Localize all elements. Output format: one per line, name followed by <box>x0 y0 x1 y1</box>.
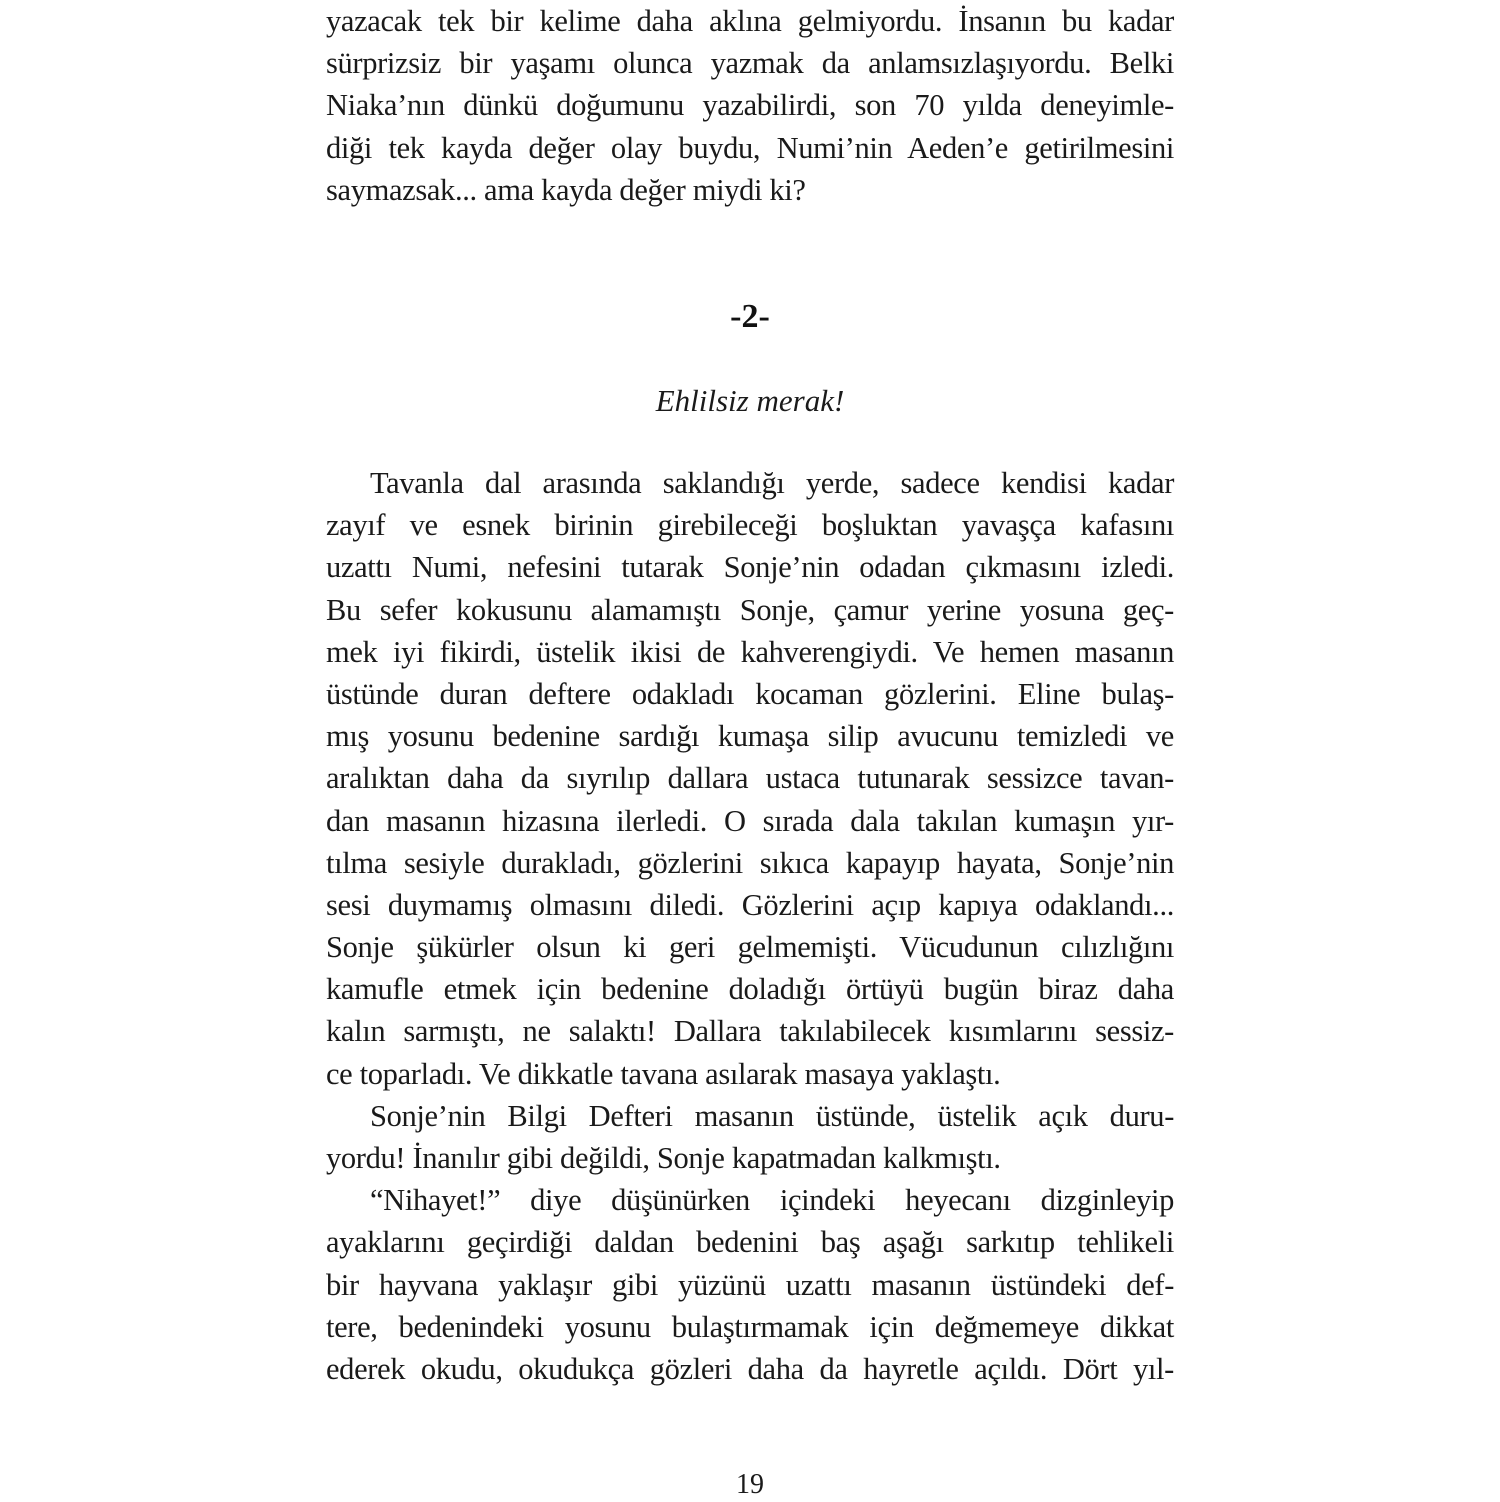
paragraph-first-line: “Nihayet!” diye düşünürken içindeki heyecanı dizginleyip <box>370 1183 1174 1218</box>
text-line: tere, bedenindeki yosunu bulaştırmamak için değmemeye dikkat <box>326 1309 1174 1344</box>
text-line: kalın sarmıştı, ne salaktı! Dallara takılabilecek kısımlarını sessiz- <box>326 1014 1174 1049</box>
text-line: yordu! İnanılır gibi değildi, Sonje kapatmadan kalkmıştı. <box>326 1141 1001 1175</box>
text-line: kamufle etmek için bedenine doladığı örtüyü bugün biraz daha <box>326 972 1174 1007</box>
text-line: mış yosunu bedenine sardığı kumaşa silip avucunu temizledi ve <box>326 719 1174 754</box>
text-line: sürprizsiz bir yaşamı olunca yazmak da anlamsızlaşıyordu. Belki <box>326 46 1174 81</box>
text-line: yazacak tek bir kelime daha aklına gelmiyordu. İnsanın bu kadar <box>326 4 1174 38</box>
text-line: mek iyi fikirdi, üstelik ikisi de kahverengiydi. Ve hemen masanın <box>326 634 1174 669</box>
text-line: dan masanın hizasına ilerledi. O sırada dala takılan kumaşın yır- <box>326 803 1174 838</box>
text-line: tılma sesiyle durakladı, gözlerini sıkıca kapayıp hayata, Sonje’nin <box>326 845 1174 880</box>
chapter-body <box>326 462 1174 1390</box>
text-line: ayaklarını geçirdiği daldan bedenini baş aşağı sarkıtıp tehlikeli <box>326 1225 1174 1260</box>
opening-paragraph <box>326 0 1174 211</box>
text-line: Sonje şükürler olsun ki geri gelmemişti. Vücudunun cılızlığını <box>326 930 1174 965</box>
text-line: diği tek kayda değer olay buydu, Numi’nin Aeden’e getirilmesini <box>326 130 1174 165</box>
text-line: ce toparladı. Ve dikkatle tavana asılarak masaya yaklaştı. <box>326 1056 1001 1091</box>
text-line: zayıf ve esnek birinin girebileceği boşluktan yavaşça kafasını <box>326 508 1174 543</box>
text-line: Bu sefer kokusunu alamamıştı Sonje, çamur yerine yosuna geç- <box>326 592 1174 627</box>
text-line: uzattı Numi, nefesini tutarak Sonje’nin odadan çıkmasını izledi. <box>326 550 1174 585</box>
paragraph-first-line: Sonje’nin Bilgi Defteri masanın üstünde, üstelik açık duru- <box>370 1098 1174 1133</box>
chapter-title: Ehlilsiz merak! <box>655 383 845 418</box>
text-line: üstünde duran deftere odakladı kocaman gözlerini. Eline bulaş- <box>326 676 1174 711</box>
text-line: saymazsak... ama kayda değer miydi ki? <box>326 172 806 207</box>
chapter-number: -2- <box>730 298 770 335</box>
text-line: aralıktan daha da sıyrılıp dallara ustaca tutunarak sessizce tavan- <box>326 761 1174 796</box>
text-line: bir hayvana yaklaşır gibi yüzünü uzattı masanın üstündeki def- <box>326 1267 1174 1302</box>
text-line: ederek okudu, okudukça gözleri daha da hayretle açıldı. Dört yıl- <box>326 1351 1174 1386</box>
text-line: Niaka’nın dünkü doğumunu yazabilirdi, son 70 yılda deneyimle- <box>326 88 1174 123</box>
paragraph-first-line: Tavanla dal arasında saklandığı yerde, sadece kendisi kadar <box>370 466 1174 500</box>
text-line: sesi duymamış olmasını diledi. Gözlerini açıp kapıya odaklandı... <box>326 887 1174 922</box>
page-number: 19 <box>736 1469 764 1500</box>
